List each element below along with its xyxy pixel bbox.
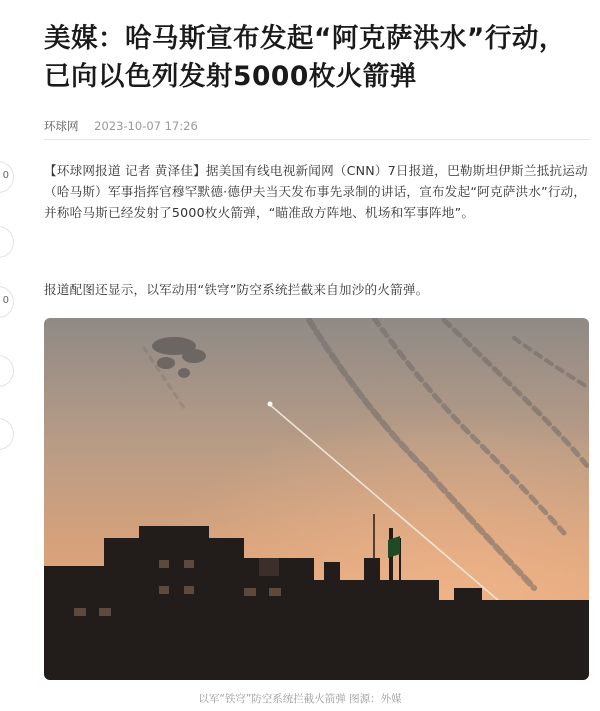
article-paragraph: 【环球网报道 记者 黄泽佳】据美国有线电视新闻网（CNN）7日报道，巴勒斯坦伊斯兰抵抗运动（哈马斯）军事指挥官穆罕默德·德伊夫当天发布事先录制的讲话，宣布发起“阿克萨洪水”行动，并称哈马斯已经发射了5000枚火箭弹，“瞄准敌方阵地、机场和军事阵地”。 [44,163,588,220]
meta-divider [44,139,590,140]
article-paragraph: 报道配图还显示，以军动用“铁穹”防空系统拦截来自加沙的火箭弹。 [44,282,429,297]
article-meta [44,118,198,134]
article-date: 2023-10-07 17:26 [94,119,198,133]
article-title: 美媒：哈马斯宣布发起“阿克萨洪水”行动，已向以色列发射5000枚火箭弹 [44,23,566,92]
collect-count: 0 [2,295,9,306]
collect-button[interactable] [0,286,14,318]
comment-button[interactable] [0,226,14,258]
share-button[interactable] [0,355,14,387]
photo-caption: 以军“铁穹”防空系统拦截火箭弹 图源：外媒 [198,693,402,705]
like-button[interactable] [0,161,14,193]
article-photo [44,318,589,680]
article-source[interactable]: 环球网 [44,119,79,133]
like-count: 0 [2,170,9,181]
more-button[interactable] [0,418,14,450]
